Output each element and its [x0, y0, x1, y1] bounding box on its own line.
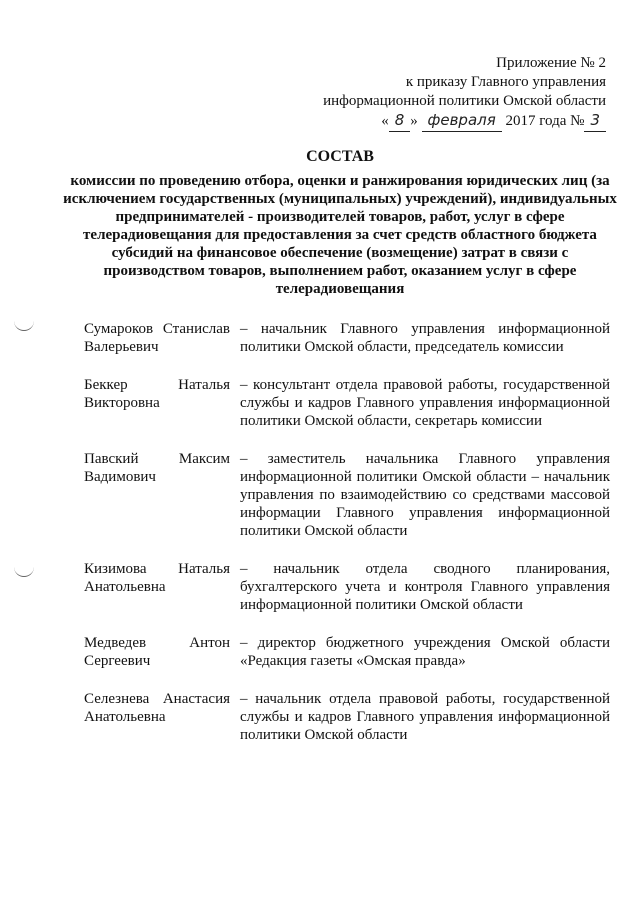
member-name: Селезнева Анастасия Анатольевна	[84, 691, 230, 725]
title-heading: СОСТАВ	[306, 148, 374, 165]
appendix-order-ref: к приказу Главного управления	[405, 74, 606, 90]
member-role: – консультант отдела правовой работы, государственной службы и кадров Главного управления информационной политики Омской области, секретарь комиссии	[240, 377, 610, 429]
member-row	[84, 376, 610, 430]
member-name: Сумароков Станислав Валерьевич	[84, 321, 230, 355]
member-name: Медведев Антон Сергеевич	[84, 635, 230, 669]
member-role: – начальник Главного управления информационной политики Омской области, председатель комиссии	[240, 321, 610, 355]
date-day: 8	[394, 111, 405, 129]
member-name: Беккер Наталья Викторовна	[84, 377, 230, 411]
date-open-quote: «	[381, 113, 389, 129]
appendix-number: Приложение № 2	[496, 55, 606, 71]
title-description: комиссии по проведению отбора, оценки и ранжирования юридических лиц (за исключением государственных (муниципальных) учреждений), индивидуальных предпринимателей - производителей товаров, работ, услуг в сфере телерадиовещания для предоставления за счет средств областного бюджета субсидий на финансовое обеспечение (возмещение) затрат в связи с производством товаров, выполнением работ, оказанием услуг в сфере телерадиовещания	[63, 173, 617, 297]
member-role: – начальник отдела сводного планирования, бухгалтерского учета и контроля Главного управления информационной политики Омской области	[240, 561, 610, 613]
appendix-department: информационной политики Омской области	[323, 93, 606, 109]
date-close-quote: »	[410, 113, 418, 129]
member-name: Кизимова Наталья Анатольевна	[84, 561, 230, 595]
order-number: 3	[590, 111, 600, 129]
member-row	[84, 690, 610, 744]
member-name: Павский Максим Вадимович	[84, 451, 230, 485]
member-role: – директор бюджетного учреждения Омской области «Редакция газеты «Омская правда»	[240, 635, 610, 669]
scan-hole-mark	[14, 564, 34, 577]
scan-hole-mark	[14, 318, 34, 331]
member-row	[84, 320, 610, 356]
appendix-date-line	[276, 111, 606, 132]
member-row	[84, 560, 610, 614]
members-list	[84, 320, 610, 764]
document-title	[60, 148, 620, 298]
member-row	[84, 450, 610, 540]
appendix-block	[276, 54, 606, 132]
date-year: 2017 года №	[505, 113, 585, 129]
date-month: февраля	[427, 111, 496, 129]
member-row	[84, 634, 610, 670]
member-role: – начальник отдела правовой работы, государственной службы и кадров Главного управления информационной политики Омской области	[240, 691, 610, 743]
member-role: – заместитель начальника Главного управления информационной политики Омской области – начальник управления по взаимодействию со средствами массовой информации Главного управления информационной политики Омской области	[240, 451, 610, 539]
